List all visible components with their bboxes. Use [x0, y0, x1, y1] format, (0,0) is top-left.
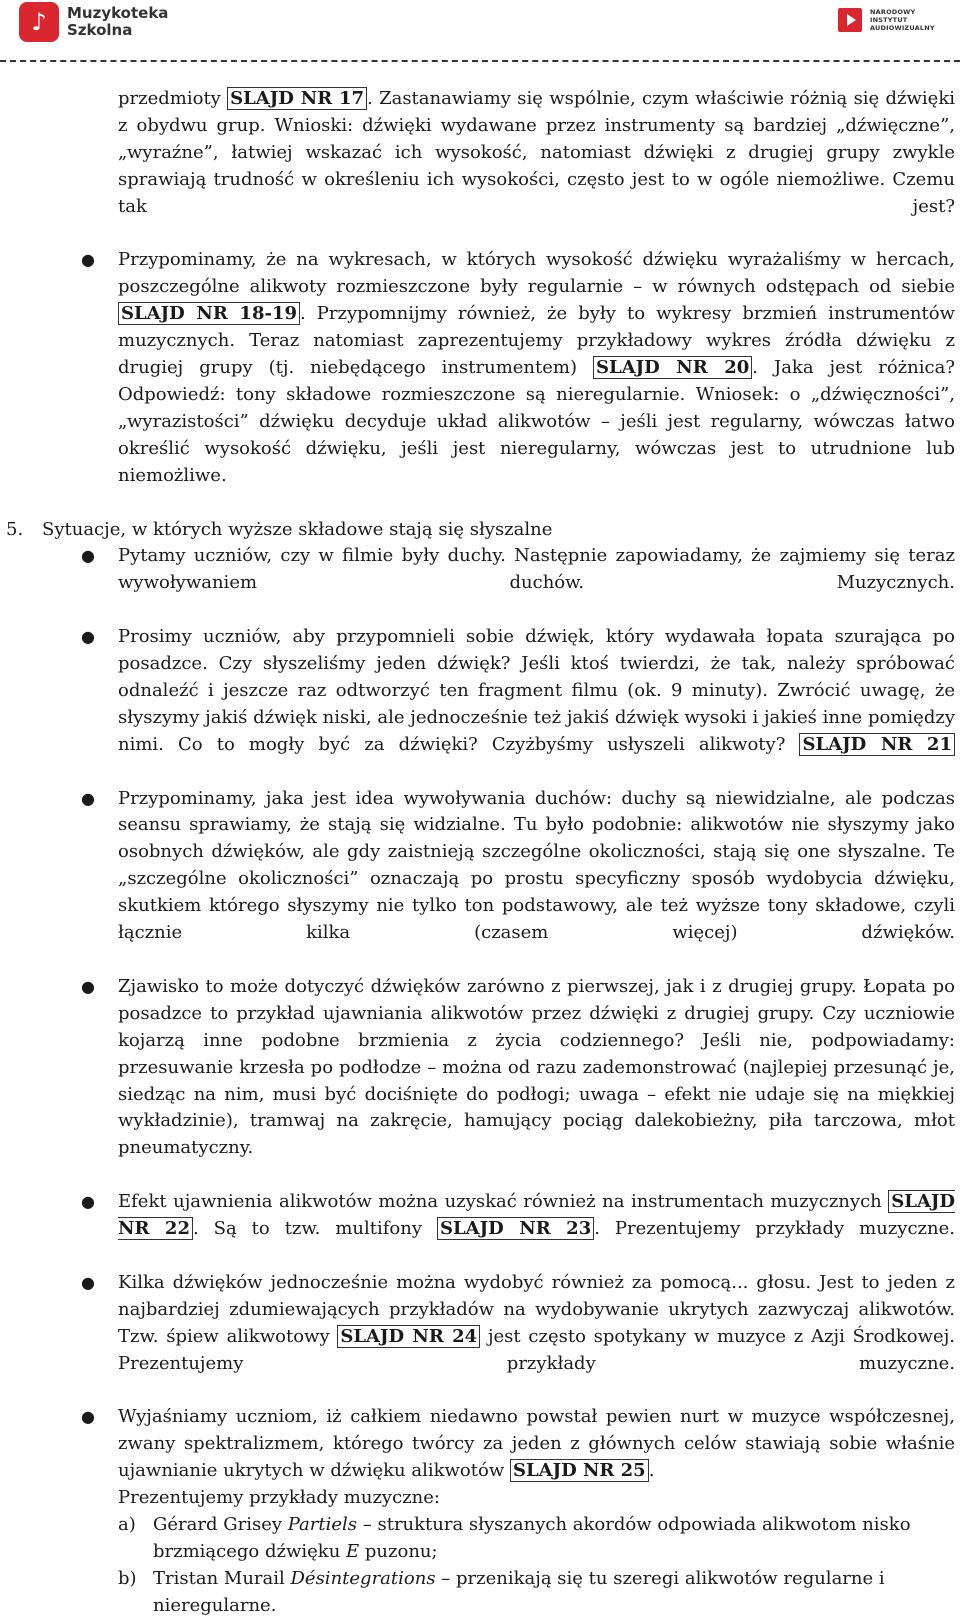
example-item: [118, 1512, 955, 1566]
list-item: [81, 1189, 955, 1270]
text: .: [648, 1460, 655, 1482]
example-item: [118, 1566, 955, 1620]
bullet-icon: ●: [81, 1272, 95, 1292]
page-header: [0, 0, 960, 60]
music-note-icon: ♪: [19, 2, 59, 42]
list-item: [81, 247, 955, 516]
bullet-icon: ●: [81, 250, 95, 270]
bullet-icon: ●: [81, 627, 95, 647]
text: puzonu;: [359, 1540, 438, 1562]
bullet-icon: ●: [81, 1192, 95, 1212]
list-item: [81, 786, 955, 974]
text: – struktura słyszanych akordów odpowiada alikwotom nisko brzmiącego dźwięku: [153, 1514, 911, 1562]
text: przedmioty: [118, 88, 228, 109]
section-title: Sytuacje, w których wyższe składowe stają się słyszalne: [42, 518, 553, 540]
text: . Przypomnijmy również, że były to wykresy brzmień instrumentów muzycznych. Teraz natomiast zaprezentujemy przykładowy wykres źródła dźwięku z drugiej grupy (tj. niebędącego instrumentem): [118, 303, 955, 379]
section-number: 5.: [6, 518, 24, 540]
list-item: [81, 1404, 955, 1512]
slide-ref: SLAJD NR 22: [118, 1191, 955, 1240]
work-title: Partiels: [287, 1514, 358, 1536]
bullet-icon: ●: [81, 976, 95, 996]
text: Kilka dźwięków jednocześnie można wydobyć również za pomocą... głosu. Jest to jeden z najbardziej zdumiewających przykładów na wydobywanie ukrytych zazwyczaj alikwotów. Tzw. śpiew alikwotowy: [118, 1271, 955, 1347]
text: Pytamy uczniów, czy w filmie były duchy. Następnie zapowiadamy, że zajmiemy się teraz wywoływaniem duchów. Muzycznych.: [118, 545, 955, 594]
muzykoteka-brand: [67, 4, 169, 39]
note-name: E: [346, 1540, 360, 1562]
text: jest często spotykany w muzyce z Azji Środkowej. Prezentujemy przykłady muzyczne.: [118, 1325, 955, 1374]
text: Przypominamy, że na wykresach, w których wysokość dźwięku wyrażaliśmy w hercach, poszczególne alikwoty rozmieszczone były regularnie – w równych odstępach od siebie: [118, 249, 955, 298]
list-item: [81, 543, 955, 624]
slide-ref: SLAJD NR 18-19: [118, 302, 300, 325]
nina-brand: [870, 8, 936, 32]
nina-logo[interactable]: [838, 8, 936, 32]
section-heading: [6, 517, 942, 544]
list-item: [81, 1270, 955, 1405]
text: Efekt ujawnienia alikwotów można uzyskać również na instrumentach muzycznych: [118, 1191, 889, 1213]
list-item: [81, 624, 955, 785]
composer: Tristan Murail: [153, 1567, 291, 1589]
brand-text: Muzykoteka Szkolna: [67, 4, 169, 39]
text: . Zastanawiamy się wspólnie, czym właściwie różnią się dźwięki z obydwu grup. Wnioski: dźwięki wydawane przez instrumenty są bardziej „dźwięczne”, „wyraźne”, łatwiej wskazać ich wysokość, natomiast dźwięki z drugiej grupy zwykle sprawiają trudność w określeniu ich wysokości, często jest to w ogóle niemożliwe. Czemu tak jest?: [118, 88, 955, 217]
list-item: [81, 974, 955, 1189]
slide-ref: SLAJD NR 24: [337, 1325, 480, 1348]
slide-ref: SLAJD NR 25: [510, 1459, 649, 1482]
item-label: a): [118, 1514, 136, 1536]
text: . Są to tzw. multifony: [192, 1218, 437, 1240]
text: Wyjaśniamy uczniom, iż całkiem niedawno powstał pewien nurt w muzyce współczesnej, zwany spektralizmem, którego twórcy za jeden z głównych celów stawiają sobie właśnie ujawnianie ukrytych w dźwięku alikwotów: [118, 1406, 955, 1482]
slide-ref: SLAJD NR 21: [799, 733, 955, 756]
paragraph-continuation: [118, 86, 955, 247]
text: Zjawisko to może dotyczyć dźwięków zarówno z pierwszej, jak i z drugiej grupy. Łopata po posadzce to przykład ujawniania alikwotów przez dźwięki z drugiej grupy. Czy uczniowie kojarzą inne podobne brzmienia z życia codziennego? Jeśli nie, podpowiadamy: przesuwanie krzesła po podłodze – można od razu zademonstrować (najlepiej przesunąć je, siedząc na nim, musi być dociśnięte do podłogi; uwaga – efekt nie udaje się na miękkiej wykładzinie), tramwaj na zakręcie, hamujący pociąg dalekobieżny, piła tarczowa, młot pneumatyczny.: [118, 975, 955, 1159]
bullet-icon: ●: [81, 788, 95, 808]
nina-text: NARODOWY INSTYTUT AUDIOWIZUALNY: [870, 8, 935, 32]
bullet-icon: ●: [81, 546, 95, 566]
muzykoteka-logo[interactable]: [19, 2, 169, 42]
text: – przenikają się tu szeregi alikwotów regularne i nieregularne.: [153, 1567, 885, 1616]
composer: Gérard Grisey: [153, 1514, 288, 1536]
text: . Prezentujemy przykłady muzyczne.: [594, 1218, 955, 1240]
bullet-icon: ●: [81, 1407, 95, 1427]
slide-ref: SLAJD NR 20: [593, 356, 752, 379]
slide-ref: SLAJD NR 17: [227, 87, 367, 110]
text: Prosimy uczniów, aby przypomnieli sobie dźwięk, który wydawała łopata szurająca po posadzce. Czy słyszeliśmy jeden dźwięk? Jeśli ktoś twierdzi, że tak, należy spróbować odnaleźć i jeszcze raz odtworzyć ten fragment filmu (ok. 9 minuty). Zwrócić uwagę, że słyszymy jakiś dźwięk niski, ale jednocześnie też jakiś dźwięk wysoki i jakieś inne pomiędzy nimi. Co to mogły być za dźwięki? Czyżbyśmy usłyszeli alikwoty?: [118, 626, 955, 755]
work-title: Désintegrations: [290, 1567, 436, 1589]
text: Prezentujemy przykłady muzyczne:: [118, 1487, 440, 1509]
document-body: [0, 86, 960, 1620]
play-icon: [838, 8, 862, 32]
text: . Jaka jest różnica? Odpowiedź: tony składowe rozmieszczone są nieregularnie. Wniosek: o „dźwięczności”, „wyrazistości” dźwięku decyduje układ alikwotów – jeśli jest regularny, wówczas łatwo określić wysokość dźwięku, jeśli jest nieregularny, wówczas jest to utrudnione lub niemożliwe.: [118, 357, 955, 486]
item-label: b): [118, 1567, 137, 1589]
header-divider: [0, 60, 960, 62]
slide-ref: SLAJD NR 23: [437, 1217, 594, 1240]
text: Przypominamy, jaka jest idea wywoływania duchów: duchy są niewidzialne, ale podczas seansu sprawiamy, że stają się widzialne. Tu było podobnie: alikwotów nie słyszymy jako osobnych dźwięków, ale gdy zaistnieją szczególne okoliczności, stają się one słyszalne. Te „szczególne okoliczności” oznaczają po prostu specyficzny sposób wydobycia dźwięku, skutkiem którego słyszymy nie tylko ton podstawowy, ale też wyższe tony składowe, czyli łącznie kilka (czasem więcej) dźwięków.: [118, 787, 955, 944]
